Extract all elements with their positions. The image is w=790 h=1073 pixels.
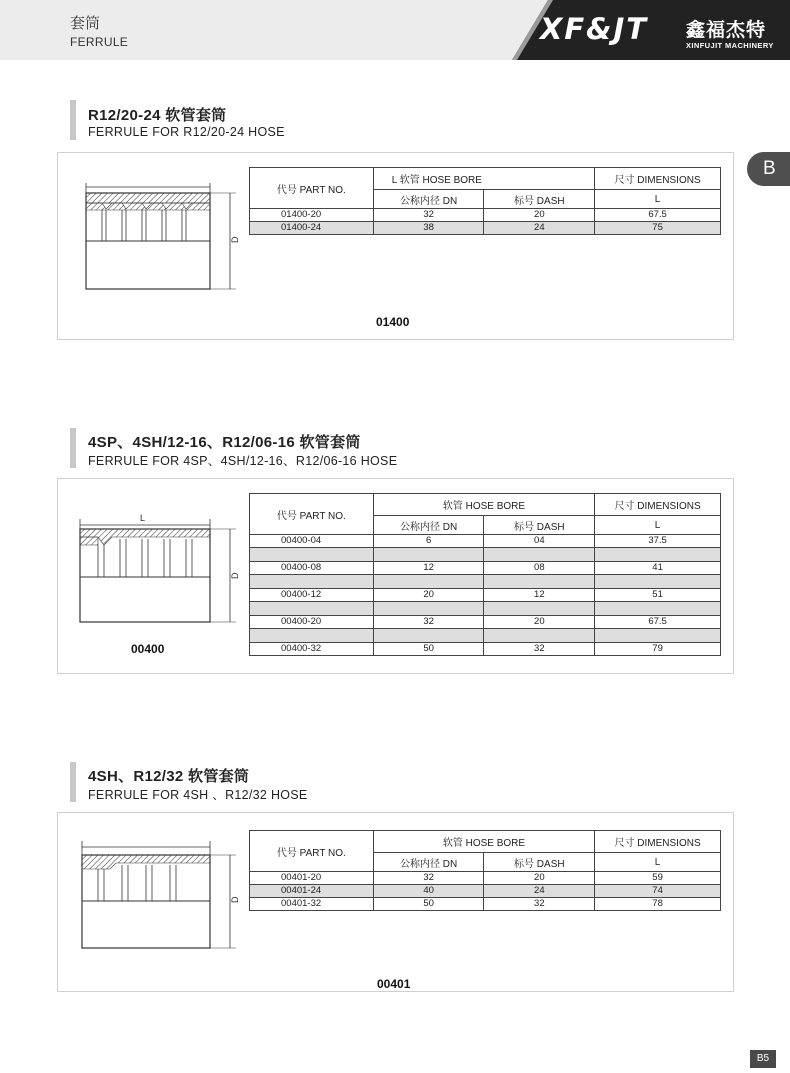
cell-part: 00400-04	[250, 535, 374, 548]
col-header-dash: 标号 DASH	[484, 190, 595, 209]
cell-dash	[484, 548, 595, 562]
cell-l: 51	[595, 589, 721, 602]
cell-dash: 20	[484, 209, 595, 222]
ferrule-drawing	[76, 179, 246, 297]
cell-l: 74	[595, 885, 721, 898]
ferrule-drawing	[76, 837, 246, 955]
cell-dn	[373, 602, 484, 616]
cell-dn	[373, 575, 484, 589]
table-row	[250, 589, 721, 602]
cell-dash	[484, 602, 595, 616]
product-panel	[57, 478, 734, 674]
col-header-l: L	[595, 853, 721, 872]
section-subtitle: FERRULE FOR 4SP、4SH/12-16、R12/06-16 HOSE	[88, 454, 398, 468]
table-row	[250, 602, 721, 616]
category-title-en: FERRULE	[70, 35, 129, 49]
page-header	[0, 0, 790, 60]
cell-l	[595, 629, 721, 643]
cell-dash: 32	[484, 643, 595, 656]
page-number: B5	[750, 1050, 776, 1068]
section-title: R12/20-24 软管套筒	[88, 107, 227, 124]
col-header-dimensions: 尺寸 DIMENSIONS	[595, 831, 721, 853]
section-subtitle: FERRULE FOR R12/20-24 HOSE	[88, 125, 285, 139]
ferrule-drawing	[76, 509, 246, 627]
section-marker	[70, 762, 76, 802]
cell-part: 00401-32	[250, 898, 374, 911]
cell-l: 37.5	[595, 535, 721, 548]
table-row	[250, 898, 721, 911]
table-row	[250, 643, 721, 656]
diameter-label: D	[230, 236, 240, 243]
diameter-label: D	[230, 572, 240, 579]
col-header-dn: 公称内径 DN	[373, 853, 484, 872]
cell-dn: 40	[373, 885, 484, 898]
col-header-dimensions: 尺寸 DIMENSIONS	[595, 168, 721, 190]
cell-part	[250, 602, 374, 616]
cell-dash	[484, 575, 595, 589]
section-marker	[70, 100, 76, 140]
table-row	[250, 629, 721, 643]
col-header-l: L	[595, 516, 721, 535]
category-title-cn: 套筒	[70, 15, 101, 32]
table-row	[250, 616, 721, 629]
cell-dn: 50	[373, 898, 484, 911]
cell-part	[250, 548, 374, 562]
cell-part: 00400-08	[250, 562, 374, 575]
cell-part: 00401-20	[250, 872, 374, 885]
col-header-hose-bore: 软管 HOSE BORE	[373, 831, 594, 853]
col-header-hose-bore: L 软管 HOSE BORE	[373, 168, 594, 190]
cell-part	[250, 575, 374, 589]
spec-table	[249, 493, 721, 656]
section-title: 4SP、4SH/12-16、R12/06-16 软管套筒	[88, 434, 361, 451]
col-header-dash: 标号 DASH	[484, 516, 595, 535]
cell-dash: 04	[484, 535, 595, 548]
brand-name-cn: 鑫福杰特	[686, 20, 767, 41]
product-panel	[57, 812, 734, 992]
spec-table	[249, 167, 721, 235]
section-tab[interactable]: B	[747, 152, 790, 186]
cell-l	[595, 548, 721, 562]
col-header-part: 代号 PART NO.	[250, 494, 374, 535]
logo-banner-shape	[0, 0, 790, 60]
cell-dn: 32	[373, 616, 484, 629]
cell-part	[250, 629, 374, 643]
cell-l: 67.5	[595, 616, 721, 629]
cell-dash: 12	[484, 589, 595, 602]
table-row	[250, 535, 721, 548]
section-marker	[70, 428, 76, 468]
cell-dash: 24	[484, 885, 595, 898]
brand-logo-mark: XF&JT	[540, 12, 649, 46]
cell-l: 75	[595, 222, 721, 235]
cell-dash	[484, 629, 595, 643]
cell-part: 00400-12	[250, 589, 374, 602]
cell-dn: 20	[373, 589, 484, 602]
cell-part: 01400-20	[250, 209, 374, 222]
cell-dn: 50	[373, 643, 484, 656]
cell-dash: 20	[484, 616, 595, 629]
cell-dn: 32	[373, 872, 484, 885]
table-row	[250, 872, 721, 885]
cell-dash: 24	[484, 222, 595, 235]
cell-part: 00400-20	[250, 616, 374, 629]
cell-dn	[373, 629, 484, 643]
part-series-code: 01400	[376, 315, 410, 329]
length-label: L	[140, 513, 146, 523]
col-header-hose-bore: 软管 HOSE BORE	[373, 494, 594, 516]
brand-name-en: XINFUJIT MACHINERY	[686, 41, 774, 50]
product-panel	[57, 152, 734, 340]
col-header-dn: 公称内径 DN	[373, 190, 484, 209]
col-header-dimensions: 尺寸 DIMENSIONS	[595, 494, 721, 516]
col-header-part: 代号 PART NO.	[250, 168, 374, 209]
cell-dn: 32	[373, 209, 484, 222]
cell-dash: 08	[484, 562, 595, 575]
cell-l: 78	[595, 898, 721, 911]
table-row	[250, 885, 721, 898]
section-title: 4SH、R12/32 软管套筒	[88, 768, 250, 785]
cell-dn: 12	[373, 562, 484, 575]
section-subtitle: FERRULE FOR 4SH 、R12/32 HOSE	[88, 788, 308, 802]
cell-l: 41	[595, 562, 721, 575]
spec-table	[249, 830, 721, 911]
cell-dash: 20	[484, 872, 595, 885]
table-row	[250, 222, 721, 235]
table-row	[250, 575, 721, 589]
cell-part: 00401-24	[250, 885, 374, 898]
col-header-dn: 公称内径 DN	[373, 516, 484, 535]
cell-dn	[373, 548, 484, 562]
cell-l: 67.5	[595, 209, 721, 222]
cell-part: 00400-32	[250, 643, 374, 656]
cell-l: 79	[595, 643, 721, 656]
cell-dn: 6	[373, 535, 484, 548]
col-header-part: 代号 PART NO.	[250, 831, 374, 872]
cell-l: 59	[595, 872, 721, 885]
table-row	[250, 548, 721, 562]
table-row	[250, 562, 721, 575]
part-series-code: 00401	[377, 977, 411, 991]
diameter-label: D	[230, 896, 240, 903]
cell-dn: 38	[373, 222, 484, 235]
cell-dash: 32	[484, 898, 595, 911]
col-header-dash: 标号 DASH	[484, 853, 595, 872]
col-header-l: L	[595, 190, 721, 209]
table-row	[250, 209, 721, 222]
cell-part: 01400-24	[250, 222, 374, 235]
part-series-code: 00400	[131, 642, 165, 656]
cell-l	[595, 602, 721, 616]
cell-l	[595, 575, 721, 589]
